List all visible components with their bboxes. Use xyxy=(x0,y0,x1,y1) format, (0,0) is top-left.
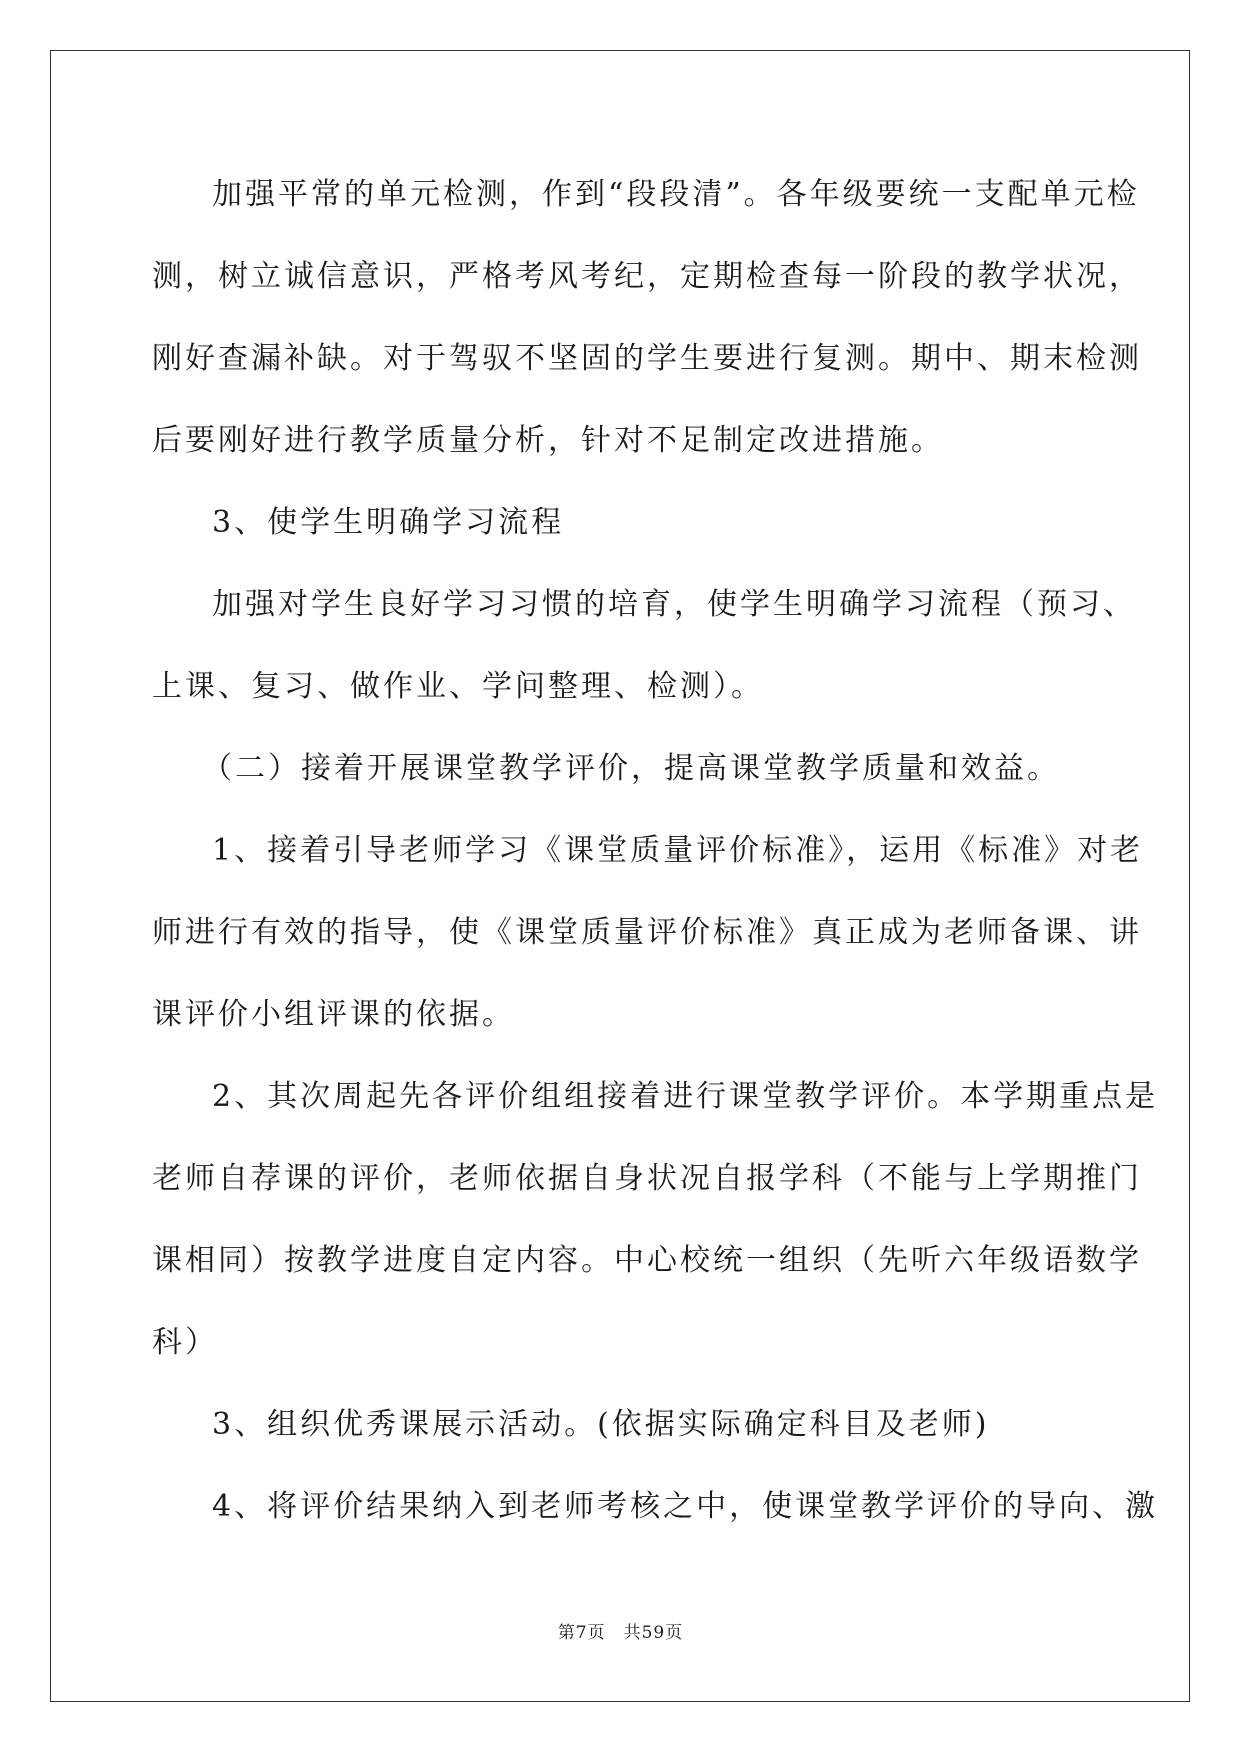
paragraph-line: 后要刚好进行教学质量分析，针对不足制定改进措施。 xyxy=(152,423,944,458)
document-body xyxy=(152,160,1159,1554)
paragraph-line: 2、其次周起先各评价组组接着进行课堂教学评价。本学期重点是 xyxy=(212,1079,1159,1114)
paragraph-line: 师进行有效的指导，使《课堂质量评价标准》真正成为老师备课、讲 xyxy=(152,915,1142,950)
paragraph-line: 4、将评价结果纳入到老师考核之中，使课堂教学评价的导向、激 xyxy=(212,1489,1159,1524)
paragraph-line: 老师自荐课的评价，老师依据自身状况自报学科（不能与上学期推门 xyxy=(152,1161,1142,1196)
page-footer xyxy=(0,1618,1241,1643)
page-number: 第7页 xyxy=(557,1623,606,1643)
paragraph-line: 上课、复习、做作业、学问整理、检测）。 xyxy=(152,669,764,704)
section-heading: 3、使学生明确学习流程 xyxy=(212,505,565,540)
paragraph-line: 3、组织优秀课展示活动。(依据实际确定科目及老师) xyxy=(212,1407,990,1442)
paragraph-line: 测，树立诚信意识，严格考风考纪，定期检查每一阶段的教学状况， xyxy=(152,259,1142,294)
paragraph-line: 科） xyxy=(152,1325,218,1360)
paragraph-line: 加强平常的单元检测，作到“段段清”。各年级要统一支配单元检 xyxy=(212,177,1140,212)
section-heading: （二）接着开展课堂教学评价，提高课堂教学质量和效益。 xyxy=(202,751,1060,786)
paragraph-line: 1、接着引导老师学习《课堂质量评价标准》，运用《标准》对老 xyxy=(212,833,1144,868)
page-total: 共59页 xyxy=(623,1623,684,1643)
paragraph-line: 加强对学生良好学习习惯的培育，使学生明确学习流程（预习、 xyxy=(212,587,1136,622)
paragraph-line: 课相同）按教学进度自定内容。中心校统一组织（先听六年级语数学 xyxy=(152,1243,1142,1278)
paragraph-line: 刚好查漏补缺。对于驾驭不坚固的学生要进行复测。期中、期末检测 xyxy=(152,341,1142,376)
paragraph-line: 课评价小组评课的依据。 xyxy=(152,997,515,1032)
